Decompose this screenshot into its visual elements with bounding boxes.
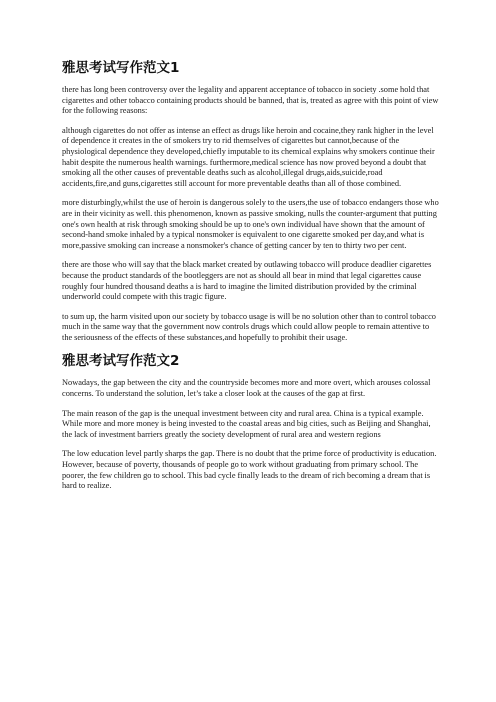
section-title-2: 雅思考试写作范文2 bbox=[62, 353, 180, 370]
paragraph: Nowadays, the gap between the city and the countryside becomes more and more overt, which arouses colossal concerns. To understand the solution, let’s take a closer look at the causes of the gap at first. bbox=[62, 378, 431, 399]
document-body bbox=[62, 60, 440, 501]
paragraph: more disturbingly,whilst the use of heroin is dangerous solely to the users,the use of tobacco endangers those who are in their vicinity as well. this phenomenon, known as passive smoking, nulls the counter-argument that putting one's own health at risk through smoking should be up to one's own individual have shown that the amount of second-hand smoke inhaled by a typical nonsmoker is equivalent to one cigarette smoked per day,and what is more,passive smoking can increase a nonsmoker's chance of getting cancer by ten to thirty two per cent. bbox=[62, 198, 439, 250]
paragraph: The main reason of the gap is the unequal investment between city and rural area. China is a typical example. While more and more money is being invested to the coastal areas and big cities, such as Beijing and Shanghai, the lack of investment barriers greatly the society development of rural area and western regions bbox=[62, 408, 431, 439]
paragraph: although cigarettes do not offer as intense an effect as drugs like heroin and cocaine,they rank higher in the level of dependence it creates in the of smokers try to rid themselves of cigarettes but cannot,because of the physiological dependence they developed,chiefly imputable to its chemical explains why smokers continue their habit despite the numerous health warnings. furthermore,medical science has now proved beyond a doubt that smoking all the other causes of preventable deaths such as alcohol,illegal drugs,aids,suicide,road accidents,fire,and guns,cigarettes still account for more preventable deaths than all of those combined. bbox=[62, 125, 435, 188]
section-title-1: 雅思考试写作范文1 bbox=[62, 60, 180, 76]
paragraph: to sum up, the harm visited upon our society by tobacco usage is will be no solution other than to control tobacco much in the same way that the government now controls drugs which could allow people to remain attentive to the seriousness of the effects of these substances,and hopefully to prohibit their usage. bbox=[62, 311, 436, 342]
paragraph: The low education level partly sharps the gap. There is no doubt that the prime force of productivity is education. However, because of poverty, thousands of people go to work without graduating from primary school. The poorer, the few children go to school. This bad cycle finally leads to the dream of rich becoming a dream that is hard to realize. bbox=[62, 449, 437, 491]
paragraph: there are those who will say that the black market created by outlawing tobacco will produce deadlier cigarettes because the product standards of the bootleggers are not as should all bear in mind that legal cigarettes cause roughly four hundred thousand deaths a is hard to imagine the limited distribution provided by the criminal underworld could compete with this tragic figure. bbox=[62, 260, 432, 302]
paragraph: there has long been controversy over the legality and apparent acceptance of tobacco in society .some hold that cigarettes and other tobacco containing products should be banned, that is, treated as agree with this point of view for the following reasons: bbox=[62, 85, 439, 116]
